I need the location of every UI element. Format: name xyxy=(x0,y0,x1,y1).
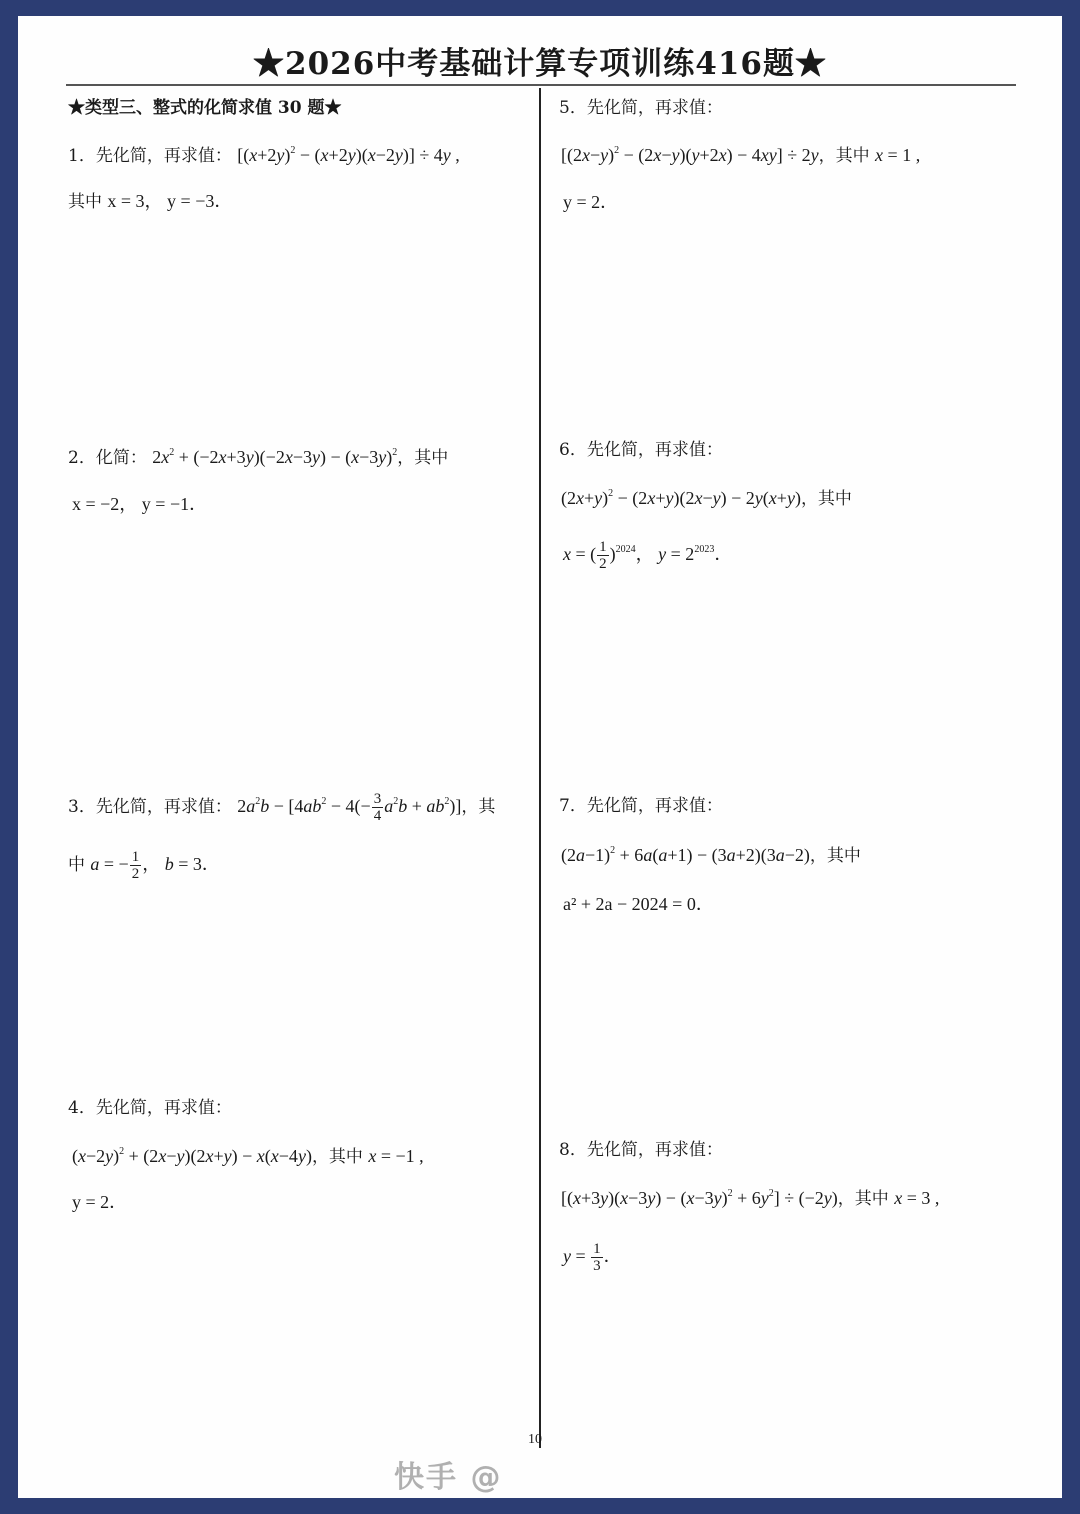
problem-8-tail: ，其中 xyxy=(837,1189,889,1209)
problem-6-line-2 xyxy=(561,486,852,511)
problem-7-line-3 xyxy=(563,892,714,917)
problem-8-line-3 xyxy=(563,1236,622,1277)
problem-8-condition-y: y = $\frac{1}{3}$ ． xyxy=(563,1241,622,1275)
problem-7-tail: ，其中 xyxy=(809,846,861,866)
problem-3-fraction-a: $\frac{1}{2}$ xyxy=(131,849,140,883)
problem-1-line-2 xyxy=(68,189,232,214)
problem-4-line-3 xyxy=(72,1190,127,1215)
problem-6-tail: ，其中 xyxy=(800,489,852,509)
problem-5-expression: $[(2x-y)^2 - (2x-y)(y+2x) - 4xy] \div 2y$ xyxy=(561,145,819,165)
problem-3-condition: a = − $\frac{1}{2}$ ， b = 3． xyxy=(90,849,220,883)
problem-3-fraction-b: $\frac{3}{4}$ xyxy=(373,791,382,825)
problem-5-number: 5． xyxy=(559,98,587,118)
problem-3-tail: ，其 xyxy=(461,797,496,817)
problem-8-line-1 xyxy=(559,1138,723,1162)
problem-2-expression: $2x^2 + (-2x+3y)(-2x-3y) - (x-3y)^2$ xyxy=(152,447,398,467)
problem-2-tail: ，其中 xyxy=(397,448,449,468)
problem-8-condition-x: x = 3 , xyxy=(894,1188,940,1208)
problem-5-condition-y: y = 2． xyxy=(563,192,619,212)
problem-8-number: 8． xyxy=(559,1140,587,1160)
problem-6-line-1 xyxy=(559,438,723,462)
page-number: 10 xyxy=(528,1432,542,1447)
problem-7-line-2 xyxy=(561,843,861,868)
problem-7-condition: a² + 2a − 2024 = 0． xyxy=(563,894,714,914)
problem-6-line-3 xyxy=(563,534,732,575)
problem-8-fraction: $\frac{1}{3}$ xyxy=(593,1241,601,1275)
problem-6-fraction: $\frac{1}{2}$ xyxy=(599,539,607,573)
problem-7-instruction: 先化简，再求值： xyxy=(586,796,723,816)
problem-7-number: 7． xyxy=(559,796,587,816)
problem-4-condition-x: x = −1 , xyxy=(368,1146,424,1166)
problem-6-number: 6． xyxy=(559,440,587,460)
problem-1-expression: $[(x+2y)^2 - (x+2y)(x-2y)] \div 4y$ , xyxy=(237,145,460,165)
problem-3-instruction: 先化简，再求值： xyxy=(95,797,232,817)
problem-8-instruction: 先化简，再求值： xyxy=(586,1140,723,1160)
problem-4-condition-y: y = 2． xyxy=(72,1192,128,1212)
problem-7-line-1 xyxy=(559,794,723,818)
problem-3-line-2 xyxy=(68,844,220,885)
watermark: 快手 @ xyxy=(394,1460,503,1495)
problem-4-tail: ，其中 xyxy=(311,1147,363,1167)
problem-8-expression: $[(x+3y)(x-3y) - (x-3y)^2 + 6y^2] \div (-2y)$ xyxy=(561,1188,838,1208)
problem-3-line-1 xyxy=(68,786,495,827)
problem-5-condition-x: x = 1 , xyxy=(875,145,921,165)
problem-4-instruction: 先化简，再求值： xyxy=(95,1098,232,1118)
problem-5-instruction: 先化简，再求值： xyxy=(586,98,723,118)
problem-5-tail: ，其中 xyxy=(818,146,870,166)
worksheet-page xyxy=(18,16,1062,1498)
problem-6-exponent-1: 2024 xyxy=(615,544,636,555)
problem-1-number: 1． xyxy=(68,146,96,166)
problem-6-expression: $(2x+y)^2 - (2x+y)(2x-y) - 2y(x+y)$ xyxy=(561,488,801,508)
problem-1-cont: 其中 xyxy=(68,192,102,212)
problem-1-instruction: 先化简，再求值： xyxy=(95,146,232,166)
problem-3-expression: $2a^2b - [4ab^2 - 4(-$ $\frac{3}{4}$ $a^2b + ab^2$)] xyxy=(237,791,462,825)
problem-6-instruction: 先化简，再求值： xyxy=(586,440,723,460)
problem-8-line-2 xyxy=(561,1186,939,1211)
section-heading: ★类型三、整式的化简求值 30 题★ xyxy=(68,98,342,118)
problem-2-line-2 xyxy=(72,492,207,517)
problem-6-exponent-2: 2023 xyxy=(694,544,715,555)
problem-2-number: 2． xyxy=(68,448,96,468)
problem-5-line-3 xyxy=(563,190,618,215)
problem-4-line-2 xyxy=(72,1144,424,1169)
page-title: ★2026中考基础计算专项训练416题★ xyxy=(253,46,827,82)
problem-4-line-1 xyxy=(68,1096,232,1120)
title-divider xyxy=(66,84,1016,86)
problem-2-condition: x = −2， y = −1． xyxy=(72,494,208,514)
problem-3-cont: 中 xyxy=(68,855,85,875)
problem-7-expression: $(2a-1)^2 + 6a(a+1) - (3a+2)(3a-2)$ xyxy=(561,845,810,865)
problem-6-condition: x = ( $\frac{1}{2}$ )$^{2024}$， $y = 2^{2023}$． xyxy=(563,539,733,573)
problem-1-condition: x = 3， y = −3． xyxy=(107,191,233,211)
problem-5-line-2 xyxy=(561,143,920,168)
problem-3-number: 3． xyxy=(68,797,96,817)
problem-2-instruction: 化简： xyxy=(95,448,147,468)
problem-4-expression: $(x-2y)^2 + (2x-y)(2x+y) - x(x-4y)$ xyxy=(72,1146,312,1166)
problem-4-number: 4． xyxy=(68,1098,96,1118)
column-divider xyxy=(539,88,541,1448)
problem-2-line-1 xyxy=(68,445,448,470)
problem-5-line-1 xyxy=(559,96,723,120)
problem-1-line-1 xyxy=(68,143,460,168)
